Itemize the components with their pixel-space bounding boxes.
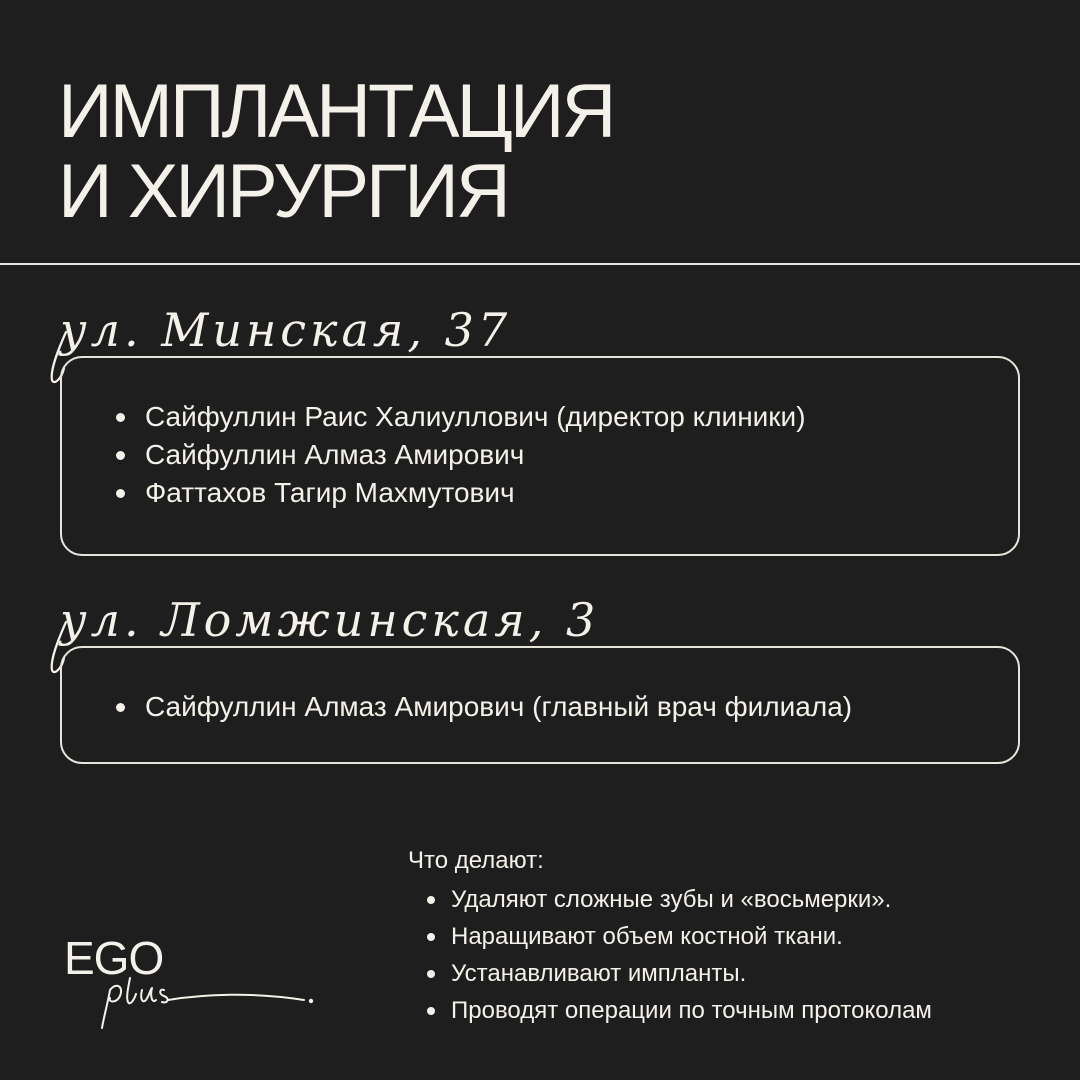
services-block [408, 846, 1048, 1029]
title-line-1: ИМПЛАНТАЦИЯ [58, 69, 614, 154]
page-title [58, 69, 614, 234]
service-item: Устанавливают импланты. [426, 955, 1048, 992]
service-item: Наращивают объем костной ткани. [426, 918, 1048, 955]
service-item: Удаляют сложные зубы и «восьмерки». [426, 881, 1048, 918]
service-item: Проводят операции по точным протоколам [426, 992, 1048, 1029]
title-line-2: И ХИРУРГИЯ [58, 149, 508, 234]
logo-dot [309, 999, 313, 1003]
logo-wordmark: EGO [64, 932, 164, 984]
doctor-item: Сайфуллин Раис Халиуллович (директор клиники) [114, 398, 806, 436]
doctor-list-minskaya [114, 398, 806, 512]
title-divider [0, 263, 1080, 265]
doctor-item: Сайфуллин Алмаз Амирович (главный врач филиала) [114, 688, 852, 726]
doctor-item: Сайфуллин Алмаз Амирович [114, 436, 806, 474]
doctor-list-lomzhinskaya [114, 688, 852, 726]
ego-plus-logo [64, 930, 324, 1040]
doctor-item: Фаттахов Тагир Махмутович [114, 474, 806, 512]
service-list [408, 881, 1048, 1029]
address-card-minskaya [60, 356, 1020, 556]
logo-script-plus [64, 930, 324, 1040]
address-text-lomzhinskaya: ул. Ломжинская, 3 [60, 593, 600, 647]
logo-script-stroke [102, 978, 304, 1028]
address-text-minskaya: ул. Минская, 37 [60, 303, 512, 357]
address-card-lomzhinskaya [60, 646, 1020, 764]
services-heading: Что делают: [408, 847, 544, 874]
